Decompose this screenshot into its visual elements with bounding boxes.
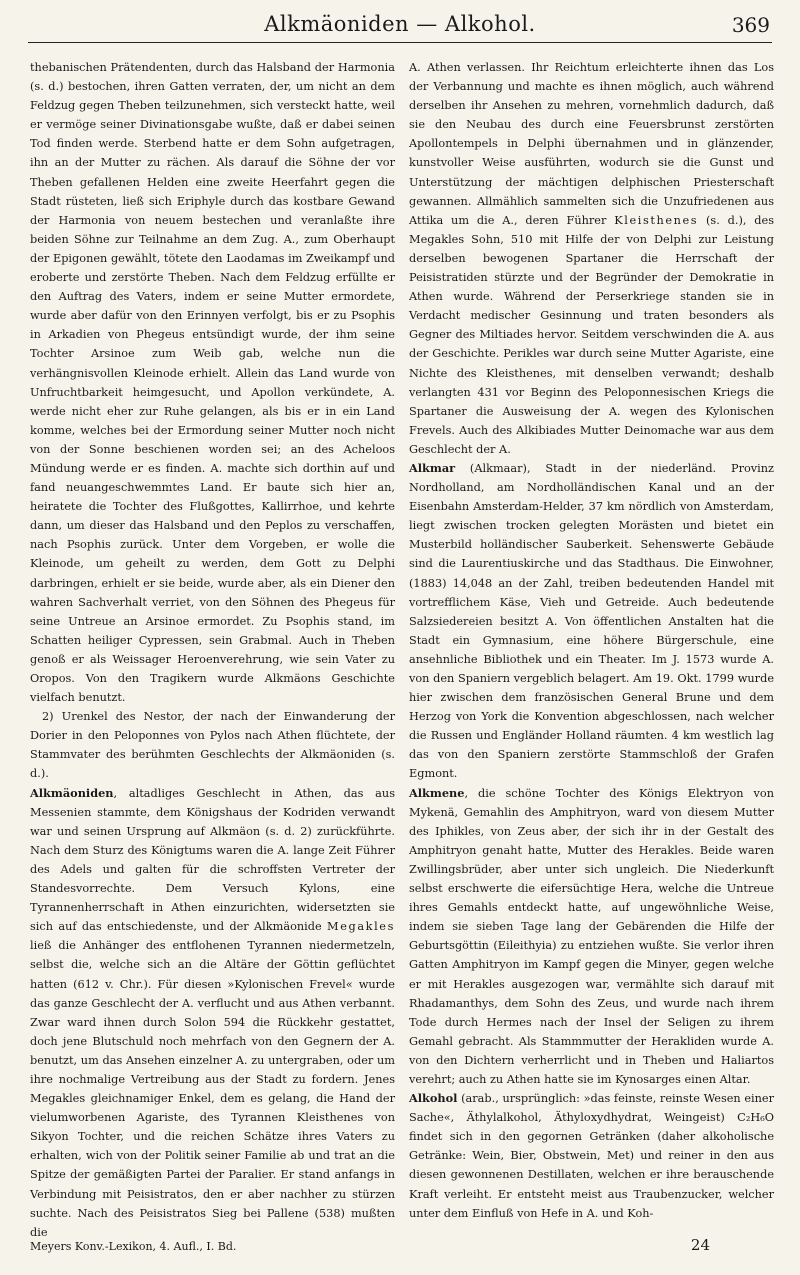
alkmaeon-2-entry: 2) Urenkel des Nestor, der nach der Einwanderung der Dorier in den Peloponnes von Pylos nach Athen flüchtete, der Stammvater des berühmten Geschlechts der Alkmäoniden (s. d.). xyxy=(30,710,395,781)
entry-text: (s. d.), des Megakles Sohn, 510 mit Hilfe der von Delphi zur Leistung derselben bewogenen Spartaner die Herrschaft der Peisistratiden stürzte und der Begründer der Demokratie in Athen wurde. Während der Perserkriege standen sie in Verdacht medischer Gesinnung und traten besonders als Gegner des Miltiades hervor. Seitdem verschwinden die A. aus der Geschichte. Perikles war durch seine Mutter Agariste, eine Nichte des Kleisthenes, mit denselben verwandt; deshalb verlangten 431 vor Beginn des Peloponnesischen Kriegs die Spartaner die Ausweisung der A. wegen des Kylonischen Frevels. Auch des Alkibiades Mutter Deinomache war aus dem Geschlecht der A. xyxy=(409,213,774,456)
alkmaeon-continuation: thebanischen Prätendenten, durch das Halsband der Harmonia (s. d.) bestochen, ihren Gatten verraten, der, um nicht an dem Feldzug gegen Theben teilzunehmen, sich versteckt hatte, weil er vermöge seiner Divinationsgabe wußte, daß er dabei seinen Tod finden werde. Sterbend hatte er dem Sohn aufgetragen, ihn an der Mutter zu rächen. Als darauf die Söhne der vor Theben gefallenen Helden eine zweite Heerfahrt gegen die Stadt rüsteten, ließ sich Eriphyle durch das kostbare Gewand der Harmonia von neuem bestechen und veranlaßte ihre beiden Söhne zur Teilnahme an dem Zug. A., zum Oberhaupt der Epigonen gewählt, tötete den Laodamas im Zweikampf und eroberte und zerstörte Theben. Nach dem Feldzug erfüllte er den Auftrag des Vaters, indem er seine Mutter ermordete, wurde aber dafür von den Erinnyen verfolgt, bis er zu Psophis in Arkadien von Phegeus entsündigt wurde, der ihm seine Tochter Arsinoe zum Weib gab, welche nun die verhängnisvollen Kleinode erhielt. Allein das Land wurde von Unfruchtbarkeit heimgesucht, und Apollon verkündete, A. werde nicht eher zur Ruhe gelangen, als bis er in ein Land komme, welches bei der Ermordung seiner Mutter noch nicht von der Sonne beschienen worden sei; an des Acheloos Mündung werde er es finden. A. machte sich dorthin auf und fand neuangeschwemmtes Land. Er baute sich hier an, heiratete die Tochter des Flußgottes, Kallirrhoe, und kehrte dann, um dieser das Halsband und den Peplos zu verschaffen, nach Psophis zurück. Unter dem Vorgeben, er wolle die Kleinode, um geheilt zu werden, dem Gott zu Delphi darbringen, erhielt er sie beide, wurde aber, als ein Diener den wahren Sachverhalt verriet, von den Söhnen des Phegeus für seine Untreue an Arsinoe ermordet. Zu Psophis stand, im Schatten heiliger Cypressen, sein Grabmal. Auch in Theben genoß er als Weissager Heroenverehrung, wie sein Vater zu Oropos. Von den Tragikern wurde Alkmäons Geschichte vielfach benutzt. xyxy=(30,61,395,705)
page-number: 369 xyxy=(731,13,770,37)
entry-text: ließ die Anhänger des entflohenen Tyrannen niedermetzeln, selbst die, welche sich an die Altäre der Göttin geflüchtet hatten (612 v. Chr.). Für diesen »Kylonischen Frevel« wurde das ganze Geschlecht der A. verflucht und aus Athen verbannt. Zwar ward ihnen durch Solon 594 die Rückkehr gestattet, doch jene Blutschuld noch mehrfach von den Gegnern der A. benutzt, um das Ansehen einzelner A. zu untergraben, oder um ihre nochmalige Vertreibung aus der Stadt zu fordern. Jenes Megakles gleichnamiger Enkel, dem es gelang, die Hand der vielumworbenen Agariste, des Tyrannen Kleisthenes von Sikyon Tochter, und die reichen Schätze ihres Vaters zu erhalten, wich von der Politik seiner Familie ab und trat an die Spitze der gemäßigten Partei der Paralier. Er stand anfangs in Verbindung mit Peisistratos, den er aber nachher zu stürzen suchte. Nach des Peisistratos Sieg bei Pallene (538) mußten die xyxy=(30,939,395,1239)
entry-text: (Alkmaar), Stadt in der niederländ. Provinz Nordholland, am Nordholländischen Kanal und an der Eisenbahn Amsterdam-Helder, 37 km nördlich von Amsterdam, liegt zwischen trocken gelegten Morästen und bietet ein Musterbild holländischer Sauberkeit. Sehenswerte Gebäude sind die Laurentiuskirche und das Stadthaus. Die Einwohner, (1883) 14,048 an der Zahl, treiben bedeutenden Handel mit vortrefflichem Käse, Vieh und Getreide. Auch bedeutende Salzsiedereien besitzt A. Von öffentlichen Anstalten hat die Stadt ein Gymnasium, eine höhere Bürgerschule, eine ansehnliche Bibliothek und ein Theater. Im J. 1573 wurde A. von den Spaniern vergeblich belagert. Am 19. Okt. 1799 wurde hier zwischen dem französischen General Brune und dem Herzog von York die Konvention abgeschlossen, nach welcher die Russen und Engländer Holland räumten. 4 km westlich lag das von den Spaniern zerstörte Stammschloß der Grafen Egmont. xyxy=(409,461,774,781)
source-citation: Meyers Konv.-Lexikon, 4. Aufl., I. Bd. xyxy=(30,1240,237,1253)
entry-headword: Alkmar xyxy=(409,460,456,475)
page-header xyxy=(28,8,772,43)
running-head: Alkmäoniden — Alkohol. xyxy=(264,12,536,36)
spaced-name: Megakles xyxy=(327,920,395,934)
sheet-signature: 24 xyxy=(690,1236,710,1254)
right-column xyxy=(409,58,774,1228)
entry-text: A. Athen verlassen. Ihr Reichtum erleichterte ihnen das Los der Verbannung und machte es ihnen möglich, auch während derselben ihr Ansehen zu mehren, vornehmlich dadurch, daß sie den Neubau des durch eine Feuersbrunst zerstörten Apollontempels in Delphi übernahmen und in glänzender, kunstvoller Weise ausführten, wodurch sie die Gunst und Unterstützung der mächtigen delphischen Priesterschaft gewannen. Allmählich sammelten sich die Unzufriedenen aus Attika um die A., deren Führer xyxy=(409,61,774,227)
entry-headword: Alkmene xyxy=(409,785,465,800)
alkmene-entry xyxy=(409,784,774,1090)
entry-text: (arab., ursprünglich: »das feinste, reinste Wesen einer Sache«, Äthylalkohol, Äthyloxydhydrat, Weingeist) C₂H₆O findet sich in den gegornen Getränken (daher alkoholische Getränke: Wein, Bier, Obstwein, Met) und reiner in den aus diesen gewonnenen Destillaten, welchen er ihre berauschende Kraft verleiht. Er entsteht meist aus Traubenzucker, welcher unter dem Einfluß von Hefe in A. und Koh- xyxy=(409,1092,774,1220)
alkmaeoniden-entry xyxy=(30,784,395,1242)
alkohol-entry xyxy=(409,1089,774,1223)
spaced-name: Kleisthenes xyxy=(614,213,699,227)
page-footer xyxy=(30,1236,774,1260)
alkmaeoniden-continuation xyxy=(409,58,774,459)
alkmar-entry xyxy=(409,459,774,784)
text-columns xyxy=(30,58,774,1239)
left-column xyxy=(30,58,395,1239)
entry-headword: Alkmäoniden xyxy=(30,785,114,800)
entry-text: , altadliges Geschlecht in Athen, das aus Messenien stammte, dem Königshaus der Kodriden verwandt war und seinen Ursprung auf Alkmäon (s. d. 2) zurückführte. Nach dem Sturz des Königtums waren die A. lange Zeit Führer des Adels und galten für die schroffsten Vertreter der Standesvorrechte. Dem Versuch Kylons, eine Tyrannenherrschaft in Athen einzurichten, widersetzten sie sich auf das entschiedenste, und der Alkmäonide xyxy=(30,786,395,934)
entry-text: , die schöne Tochter des Königs Elektryon von Mykenä, Gemahlin des Amphitryon, ward von diesem Mutter des Iphikles, von Zeus aber, der sich ihr in der Gestalt des Amphitryon genaht hatte, Mutter des Herakles. Beide waren Zwillingsbrüder, aber unter sich ungleich. Die Niederkunft selbst erschwerte die eifersüchtige Hera, welche die Untreue ihres Gemahls entdeckt hatte, auf ungewöhnliche Weise, indem sie sieben Tage lang der Gebärenden die Hilfe der Geburtsgöttin (Eileithyia) zu entziehen wußte. Sie verlor ihren Gatten Amphitryon im Kampf gegen die Minyer, gegen welche er mit Herakles ausgezogen war, vermählte sich darauf mit Rhadamanthys, dem Sohn des Zeus, und wurde nach ihrem Tode durch Hermes nach der Insel der Seligen zu ihrem Gemahl gebracht. Als Stammmutter der Herakliden wurde A. von den Dichtern verherrlicht und in Theben und Haliartos verehrt; auch zu Athen hatte sie im Kynosarges einen Altar. xyxy=(409,786,774,1086)
entry-headword: Alkohol xyxy=(409,1091,458,1106)
